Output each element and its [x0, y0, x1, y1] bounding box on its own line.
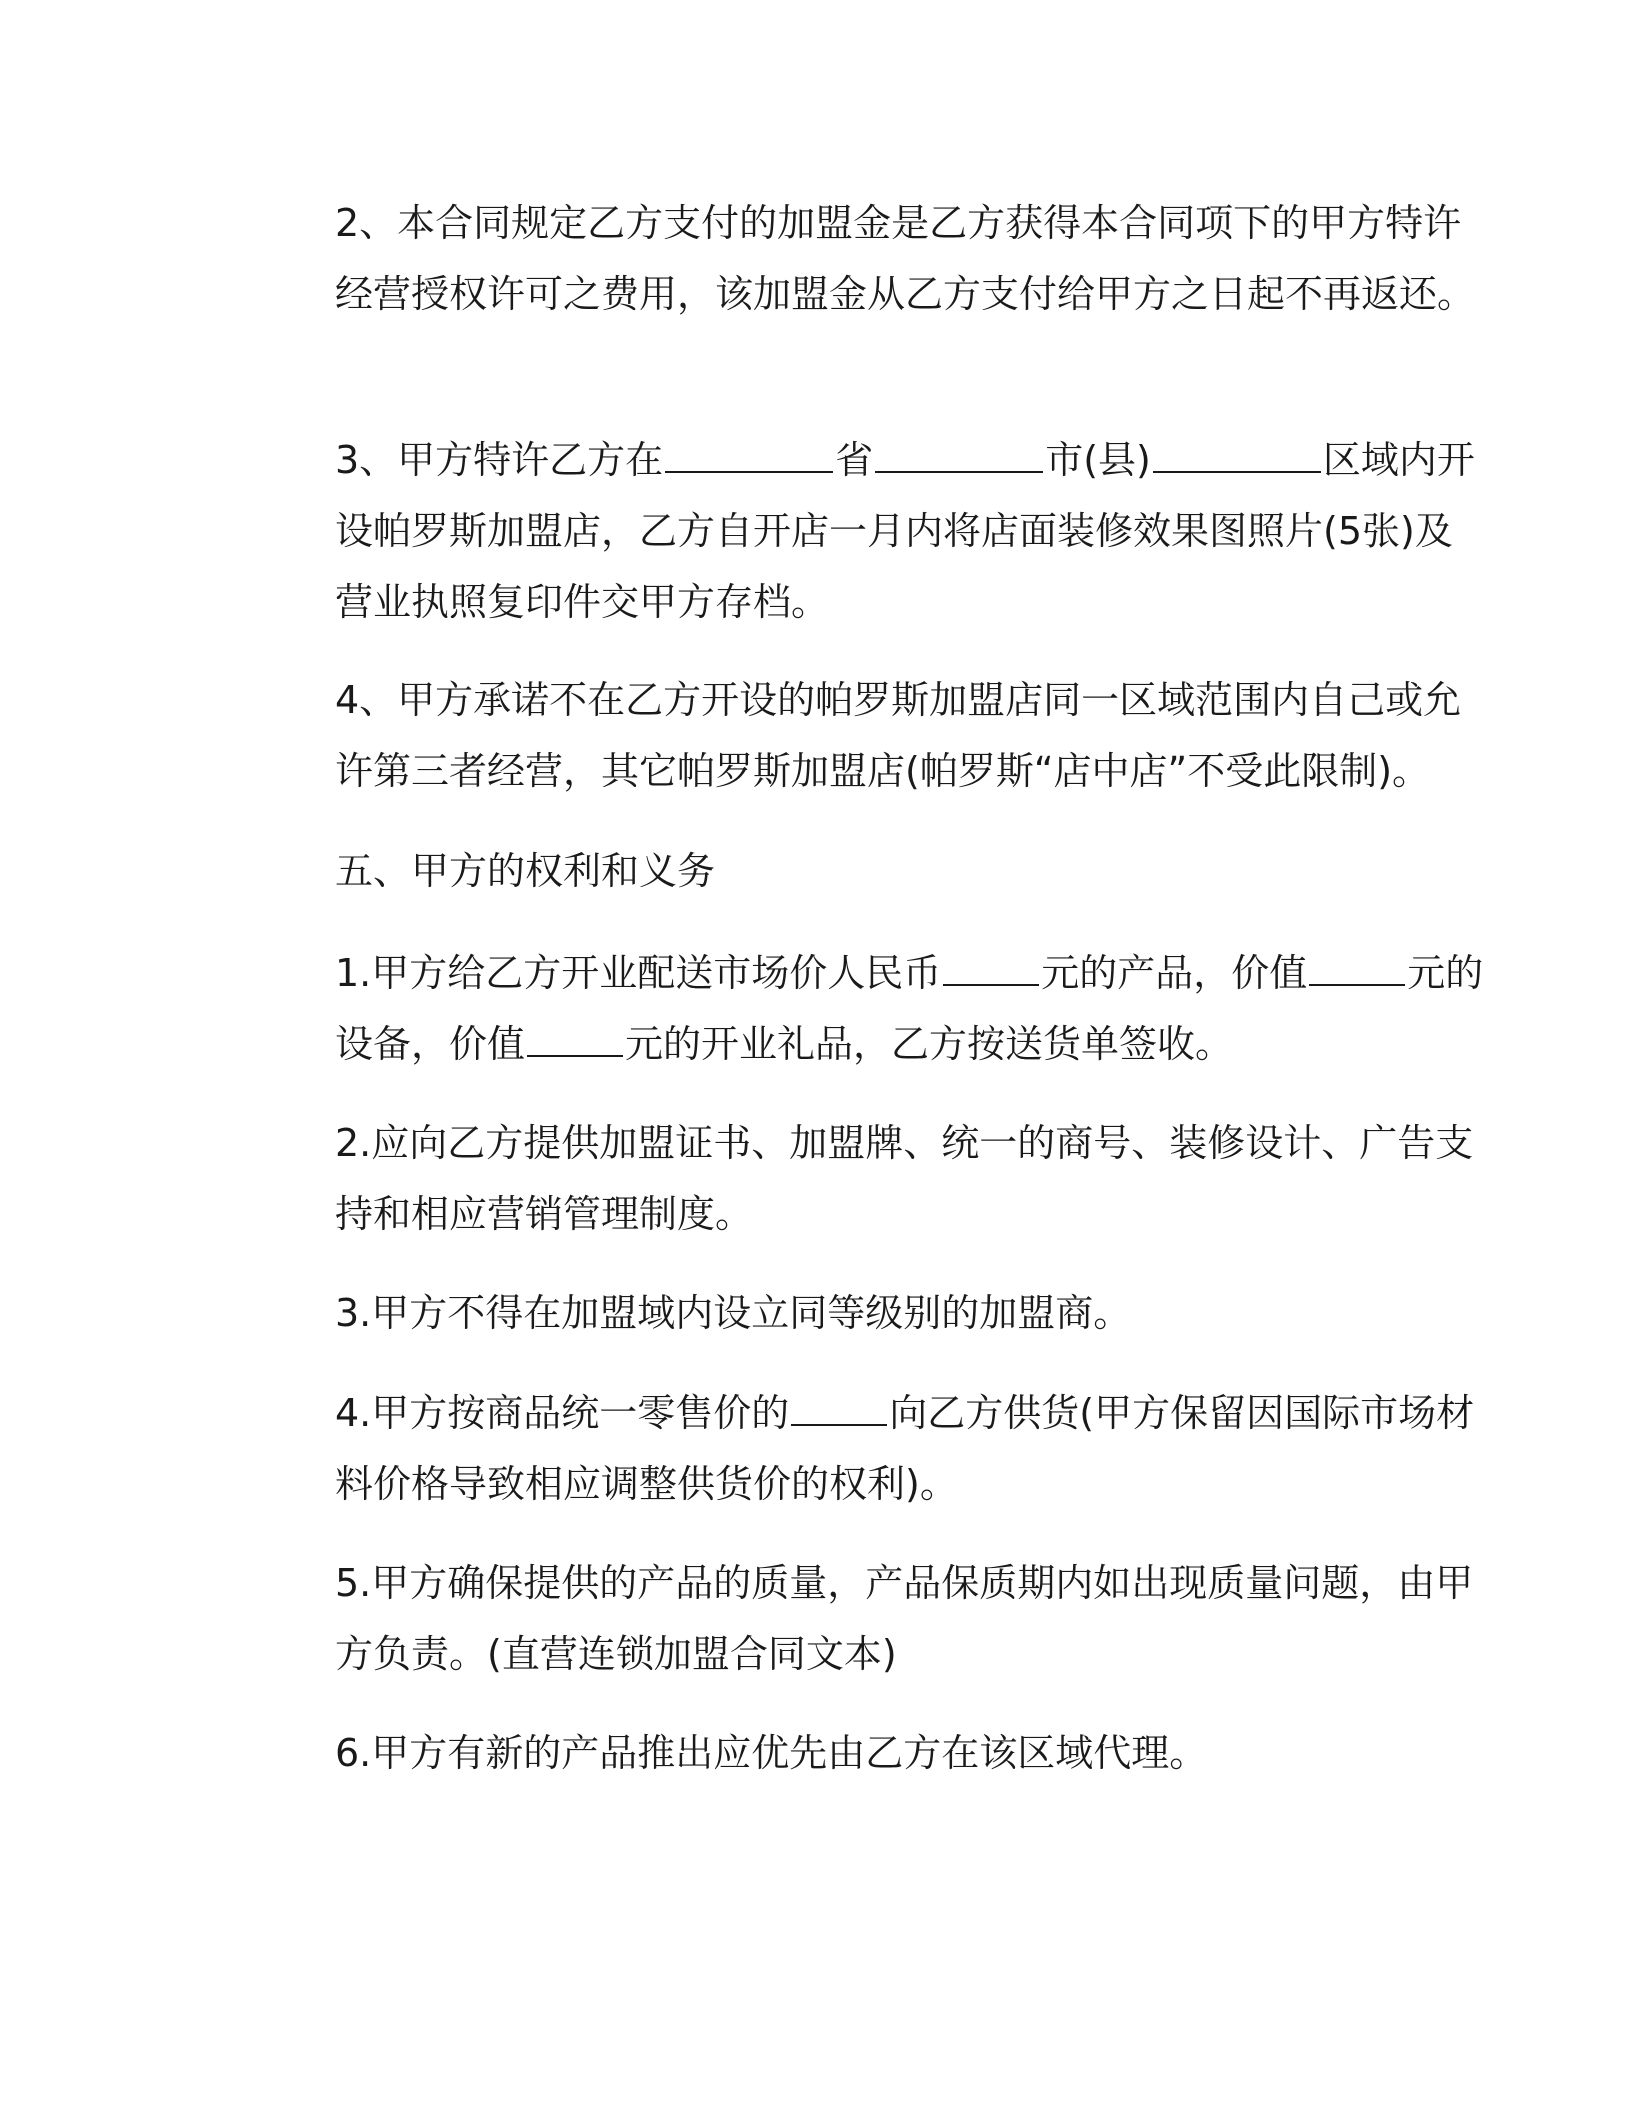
clause-supply-price	[240, 1378, 1485, 1520]
clause-opening-supply-text-c: 元的设备，价值	[335, 951, 1484, 1066]
clause-supply-price-text-b: 向乙方供货(甲方保留因国际市场材料价格导致相应调整供货价的权利)。	[335, 1391, 1475, 1506]
clause-licensed-area-text-a: 3、甲方特许乙方在	[335, 438, 664, 482]
clause-new-product-priority: 6.甲方有新的产品推出应优先由乙方在该区域代理。	[335, 1731, 1208, 1775]
equipment-value-blank	[1309, 940, 1405, 986]
city-blank	[875, 427, 1043, 473]
clause-supply-price-text-a: 4.甲方按商品统一零售价的	[335, 1391, 790, 1435]
clause-franchise-fee: 2、本合同规定乙方支付的加盟金是乙方获得本合同项下的甲方特许经营授权许可之费用，该加盟金从乙方支付给甲方之日起不再返还。	[335, 201, 1476, 316]
gift-value-blank	[527, 1011, 623, 1057]
clause-opening-supply-text-a: 1.甲方给乙方开业配送市场价人民币	[335, 951, 942, 995]
clause-licensed-area-text-b: 省	[835, 438, 874, 482]
clause-opening-supply-text-b: 元的产品，价值	[1041, 951, 1308, 995]
clause-licensed-area-text-c: 市(县)	[1045, 438, 1151, 482]
clause-product-quality: 5.甲方确保提供的产品的质量，产品保质期内如出现质量问题，由甲方负责。(直营连锁加盟合同文本)	[335, 1561, 1474, 1676]
clause-licensed-area-text-d: 区域内开设帕罗斯加盟店，乙方自开店一月内将店面装修效果图照片(5张)及营业执照复印件交甲方存档。	[335, 438, 1475, 624]
section-heading-rights-obligations: 五、甲方的权利和义务	[335, 849, 716, 893]
clause-opening-supply-text-d: 元的开业礼品，乙方按送货单签收。	[625, 1022, 1234, 1066]
discount-rate-blank	[791, 1380, 887, 1426]
district-blank	[1153, 427, 1321, 473]
clause-exclusivity: 4、甲方承诺不在乙方开设的帕罗斯加盟店同一区域范围内自己或允许第三者经营，其它帕罗斯加盟店(帕罗斯“店中店”不受此限制)。	[335, 678, 1462, 793]
clause-support-provision: 2.应向乙方提供加盟证书、加盟牌、统一的商号、装修设计、广告支持和相应营销管理制度。	[335, 1121, 1474, 1236]
product-value-blank	[943, 940, 1039, 986]
clause-opening-supply	[240, 938, 1485, 1080]
clause-no-same-level-franchisee: 3.甲方不得在加盟域内设立同等级别的加盟商。	[335, 1291, 1132, 1335]
clause-licensed-area	[240, 425, 1485, 638]
province-blank	[665, 427, 833, 473]
